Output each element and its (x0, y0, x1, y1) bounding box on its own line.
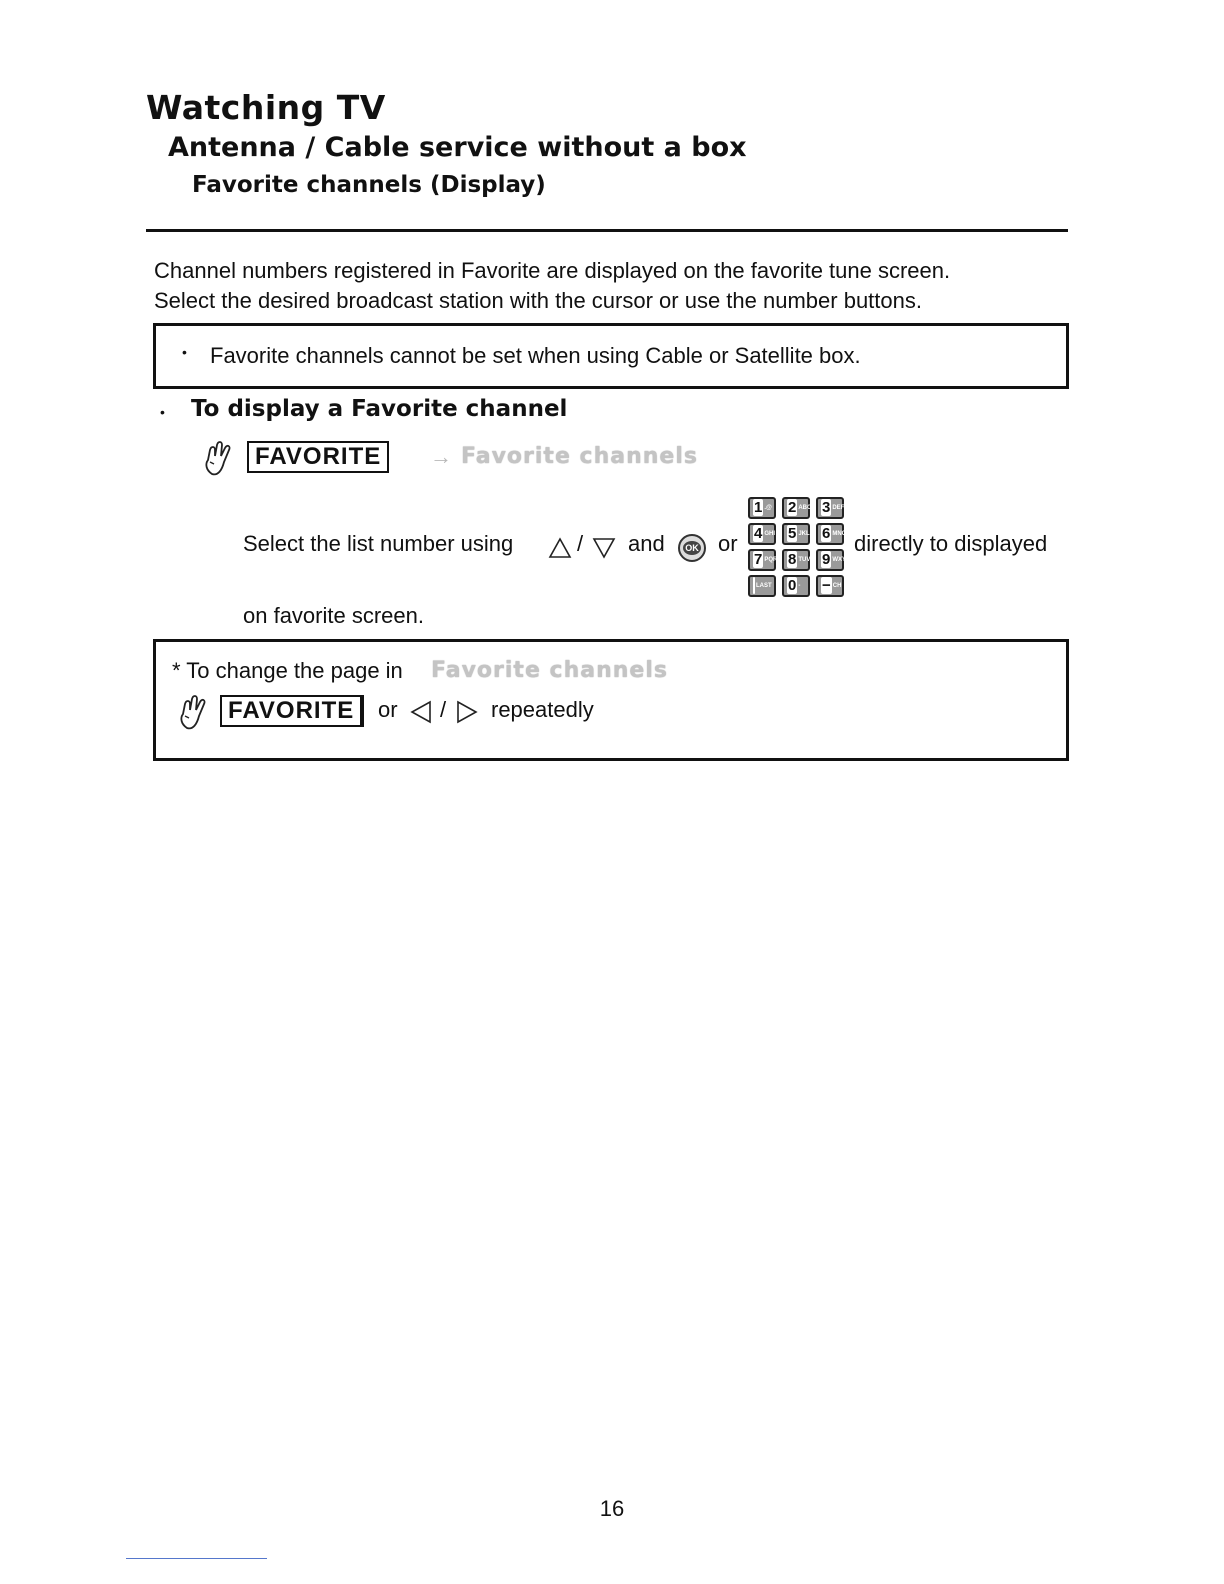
page-change-or: or (378, 697, 398, 722)
slash-text: / (577, 531, 584, 556)
ok-button-icon: OK (678, 534, 706, 562)
favorite-key: FAVORITE (220, 695, 364, 727)
arrow-icon: → (430, 444, 452, 469)
subsection-title: To display a Favorite channel (191, 396, 568, 422)
numpad-key-0: 0 - (782, 575, 810, 597)
numpad-key-2: 2 ABC (782, 497, 810, 519)
section-bullet: • (160, 404, 165, 420)
numpad-key-8: 8 TUV (782, 549, 810, 571)
heading-divider (146, 229, 1068, 232)
page-number: 16 (599, 1496, 625, 1521)
remote-hand-icon (177, 694, 209, 732)
left-triangle-icon (410, 700, 432, 724)
intro-paragraph (154, 256, 950, 316)
numpad-key-7: 7 PQRS (748, 549, 776, 571)
page-change-prefix: * To change the page in (172, 658, 403, 683)
page-title: Watching TV (146, 88, 386, 127)
right-triangle-icon (456, 700, 478, 724)
page-change-slash: / (440, 697, 447, 722)
footer-link-line (126, 1558, 267, 1559)
numpad-key-last: LAST (748, 575, 776, 597)
instruction-text-part1: Select the list number using (243, 531, 514, 556)
section-heading: Favorite channels (Display) (192, 172, 546, 198)
and-text: and (628, 531, 665, 556)
note-text: Favorite channels cannot be set when using Cable or Satellite box. (210, 343, 861, 368)
up-triangle-icon (548, 537, 572, 559)
instruction-line-2: on favorite screen. (243, 603, 424, 628)
intro-line-2: Select the desired broadcast station with the cursor or use the number buttons. (154, 288, 922, 313)
note-box (153, 323, 1069, 389)
numpad-key-1: 1 .@ (748, 497, 776, 519)
note-bullet: • (182, 344, 187, 360)
favorite-key: FAVORITE (247, 441, 389, 473)
numpad-key-6: 6 MNO (816, 523, 844, 545)
favorite-channels-menu-label: Favorite channels (461, 444, 698, 469)
intro-line-1: Channel numbers registered in Favorite are displayed on the favorite tune screen. (154, 258, 951, 283)
page-change-menu-label: Favorite channels (431, 658, 668, 683)
down-triangle-icon (592, 537, 616, 559)
numpad-key-9: 9 WXYZ (816, 549, 844, 571)
numpad-key-dash: − CH (816, 575, 844, 597)
numpad-key-4: 4 GHI (748, 523, 776, 545)
numpad-key-3: 3 DEF (816, 497, 844, 519)
numpad-key-5: 5 JKL (782, 523, 810, 545)
page-subtitle: Antenna / Cable service without a box (168, 132, 747, 163)
or-text: or (718, 531, 738, 556)
page-change-suffix: repeatedly (491, 697, 594, 722)
instruction-text-part2: directly to displayed (854, 531, 1048, 556)
remote-hand-icon (202, 440, 234, 478)
